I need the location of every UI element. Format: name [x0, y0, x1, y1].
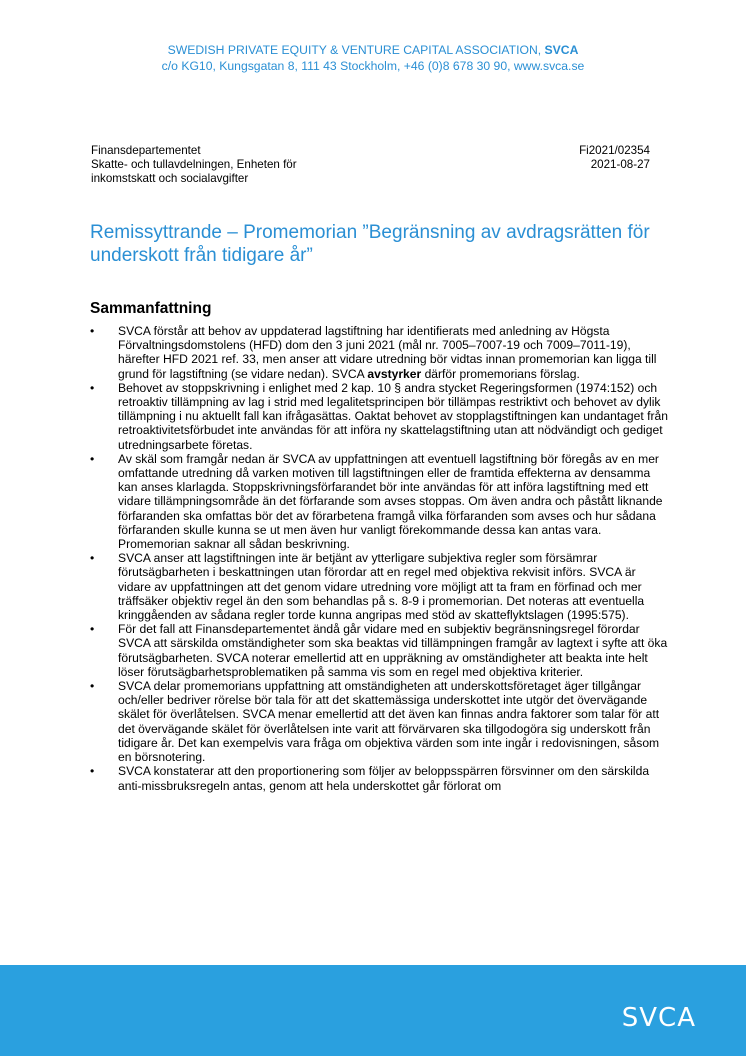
org-abbr: SVCA	[544, 43, 579, 57]
list-item	[90, 324, 670, 381]
letterhead	[0, 42, 746, 74]
section-heading: Sammanfattning	[90, 300, 212, 317]
list-item	[90, 452, 670, 551]
bullet-icon: •	[90, 324, 95, 338]
recipient-line-2: Skatte- och tullavdelningen, Enheten för	[91, 158, 297, 172]
org-name: SWEDISH PRIVATE EQUITY & VENTURE CAPITAL ASSOCIATION,	[167, 43, 545, 57]
recipient-line-1: Finansdepartementet	[91, 144, 201, 157]
list-item-text: Behovet av stoppskrivning i enlighet med 2 kap. 10 § andra stycket Regeringsformen (1974:152) och retroaktiv tillämpning av lag i strid med legalitetsprincipen bör tillämpas restriktivt och behovet av dylik tillämpning i nu aktuellt fall kan ifrågasättas. Oaktat behovet av stopplagstiftningen kan undantaget från retroaktivitetsförbudet inte användas för att införa ny skattelagstiftning utan att nödvändigt och gediget utredningsarbete företas.	[118, 380, 668, 452]
list-item-text: SVCA förstår att behov av uppdaterad lagstiftning har identifierats med anledning av Högsta Förvaltningsdomstolens (HFD) dom den 3 juni 2021 (mål nr. 7005–7007-19 och 7009–7011-19), härefter HFD 2021 ref. 33, men anser att vidare utredning bör vidtas innan promemorian kan ligga till grund för lagstiftning (se vidare nedan). SVCA	[118, 324, 657, 381]
list-item	[90, 679, 670, 764]
org-address-line: c/o KG10, Kungsgatan 8, 111 43 Stockholm, +46 (0)8 678 30 90, www.svca.se	[161, 59, 585, 73]
list-item-text: SVCA anser att lagstiftningen inte är betjänt av ytterligare subjektiva regler som försämrar förutsägbarheten i beskattningen utan förordar att en regel med objektiva rekvisit införs. SVCA är vidare av uppfattningen att det genom vidare utredning vore möjligt att ta fram en förfinad och mer träffsäker objektiv regel än den som behandlas på s. 8-9 i promemorian. Det noteras att eventuella kringgåenden av sådana regler torde kunna angripas med stöd av skatteflyktslagen (1995:575).	[118, 551, 645, 623]
recipient-block	[91, 144, 391, 187]
summary-list	[90, 324, 670, 793]
list-item-text: Av skäl som framgår nedan är SVCA av uppfattningen att eventuell lagstiftning bör föregås av en mer omfattande utredning då varken motiven till lagstiftningen eller de framtida effekterna av densamma kan anses klarlagda. Stoppskrivningsförfarandet bör inte användas för att införa lagstiftning med ett vidare tillämpningsområde än det förfarande som avses stoppas. Om även andra och påstått liknande förfaranden ska omfattas bör det av förarbetena framgå vilka förfaranden som avses och hur sådana förfaranden skulle kunna se ut men även hur vanligt förekommande dessa kan antas vara. Promemorian saknar all sådan beskrivning.	[118, 451, 663, 552]
bullet-icon: •	[90, 380, 95, 395]
list-item	[90, 551, 670, 622]
bullet-icon: •	[90, 679, 95, 694]
list-item-text: För det fall att Finansdepartementet ändå går vidare med en subjektiv begränsningsregel förordar SVCA att särskilda omständigheter som ska beaktas vid tillämpningen framgår av lagtext i syfte att öka förutsägbarheten. SVCA noterar emellertid att en uppräkning av omständigheter att beakta inte helt löser förutsägbarhetsproblematiken på samma vis som en regel med objektiva kriterier.	[118, 622, 668, 679]
reference-date: 2021-08-27	[590, 158, 650, 172]
footer-band	[0, 965, 746, 1056]
list-item	[90, 622, 670, 679]
list-item	[90, 381, 670, 452]
org-name-line	[0, 42, 746, 58]
document-title: Remissyttrande – Promemorian ”Begränsning av avdragsrätten för underskott från tidigare år”	[90, 222, 650, 266]
list-item-text: SVCA konstaterar att den proportionering som följer av beloppsspärren försvinner om den särskilda anti-missbruksregeln antas, genom att hela underskottet går förlorat om	[118, 764, 650, 793]
reference-number: Fi2021/02354	[579, 144, 650, 157]
recipient-line-3: inkomstskatt och socialavgifter	[91, 172, 249, 186]
reference-block	[579, 144, 650, 172]
list-item-bold: avstyrker	[367, 366, 422, 381]
list-item	[90, 764, 670, 792]
bullet-icon: •	[90, 622, 95, 637]
bullet-icon: •	[90, 551, 95, 566]
list-item-text: SVCA delar promemorians uppfattning att omständigheten att underskottsföretaget äger tillgångar och/eller bedriver rörelse bör tala för att det skattemässiga underskottet inte utgör det övervägande skälet för överlåtelsen. SVCA menar emellertid att det även kan finnas andra faktorer som talar för att det övervägande skälet för överlåtelsen inte varit att förvärvaren ska tillgodogöra sig underskott från tidigare år. Det kan exempelvis vara fråga om objektiva värden som inte ingår i redovisningen, såsom en börsnotering.	[118, 679, 660, 765]
bullet-icon: •	[90, 764, 95, 779]
bullet-icon: •	[90, 451, 95, 466]
list-item-text-end: därför promemorians förslag.	[421, 366, 580, 381]
svca-logo: SVCA	[621, 1003, 696, 1033]
